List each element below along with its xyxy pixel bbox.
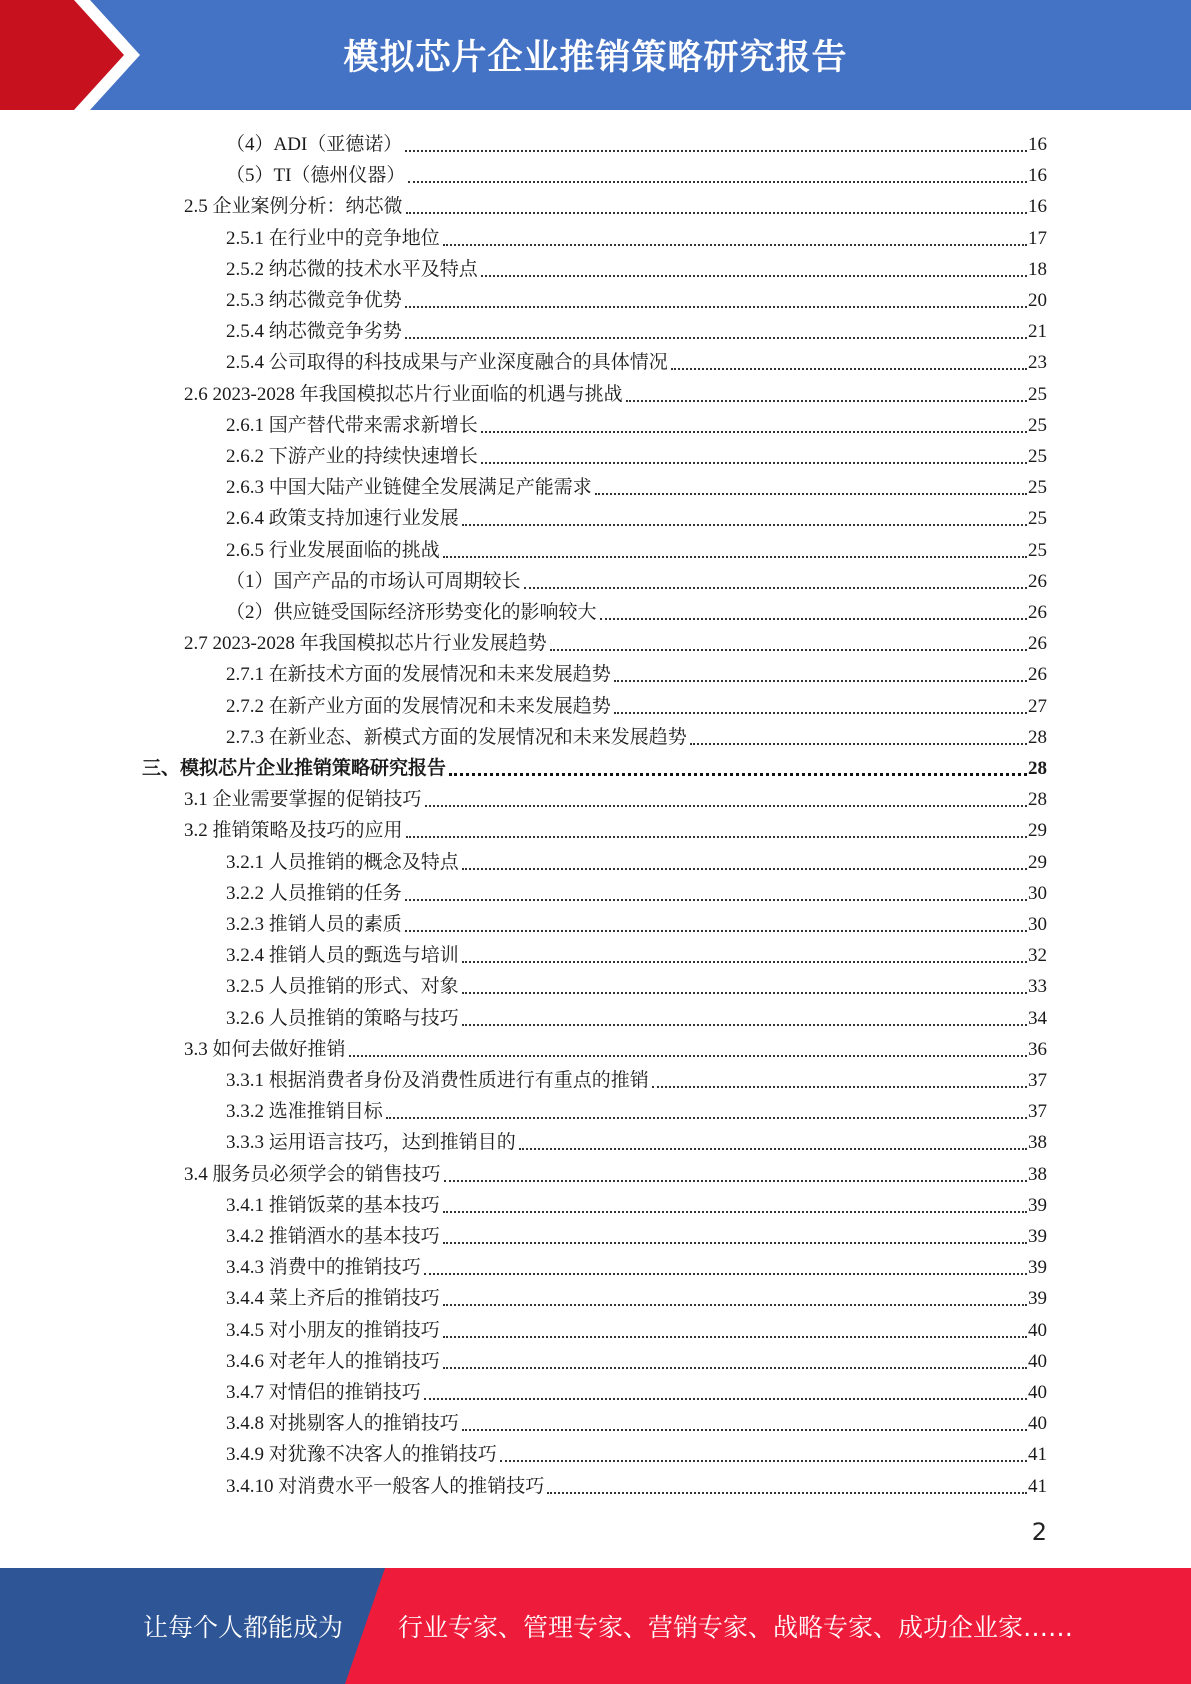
toc-entry-label: 3.3.2 选准推销目标 <box>226 1101 383 1123</box>
toc-entry[interactable] <box>226 1124 1047 1155</box>
toc-dot-leader <box>519 1147 1027 1150</box>
toc-entry[interactable] <box>226 1249 1047 1280</box>
toc-entry-label: 3.4.9 对犹豫不决客人的推销技巧 <box>226 1444 497 1466</box>
toc-entry-label: 2.6.5 行业发展面临的挑战 <box>226 539 440 561</box>
toc-entry[interactable] <box>226 344 1047 375</box>
toc-entry-label: 2.6 2023-2028 年我国模拟芯片行业面临的机遇与挑战 <box>184 383 623 405</box>
toc-dot-leader <box>386 1116 1027 1119</box>
toc-entry-label: 3.2.5 人员推销的形式、对象 <box>226 976 459 998</box>
toc-entry-label: 2.6.1 国产替代带来需求新增长 <box>226 414 478 436</box>
toc-entry[interactable] <box>226 282 1047 313</box>
toc-entry-label: 3.4.2 推销酒水的基本技巧 <box>226 1226 440 1247</box>
toc-entry-page: 39 <box>1028 1257 1047 1279</box>
toc-entry-label: 2.5.4 公司取得的科技成果与产业深度融合的具体情况 <box>226 352 668 374</box>
toc-entry-label: 2.5 企业案例分析：纳芯微 <box>184 196 403 218</box>
toc-entry[interactable] <box>226 1374 1047 1405</box>
toc-dot-leader <box>443 1210 1027 1213</box>
toc-dot-leader <box>449 772 1027 776</box>
toc-entry-label: 3.4.8 对挑剔客人的推销技巧 <box>226 1413 459 1435</box>
toc-dot-leader <box>408 180 1027 183</box>
toc-entry[interactable] <box>184 1031 1047 1062</box>
toc-entry-label: 3.4.6 对老年人的推销技巧 <box>226 1350 440 1372</box>
toc-entry-page: 33 <box>1028 976 1047 998</box>
page-number: 2 <box>1031 1518 1047 1546</box>
toc-entry[interactable] <box>226 532 1047 563</box>
toc-dot-leader <box>405 305 1027 308</box>
toc-entry-label: 2.6.4 政策支持加速行业发展 <box>226 508 459 530</box>
toc-entry-page: 40 <box>1028 1319 1047 1341</box>
toc-entry[interactable] <box>226 1280 1047 1311</box>
toc-dot-leader <box>406 211 1027 214</box>
toc-entry-page: 17 <box>1028 227 1047 249</box>
toc-dot-leader <box>550 648 1027 651</box>
toc-entry-page: 16 <box>1028 196 1047 218</box>
toc-entry-label: 3.4.5 对小朋友的推销技巧 <box>226 1319 440 1341</box>
toc-entry[interactable] <box>226 968 1047 999</box>
toc-dot-leader <box>443 1241 1027 1244</box>
toc-entry-page: 25 <box>1028 477 1047 499</box>
toc-entry[interactable] <box>184 812 1047 843</box>
page-footer <box>0 1568 1191 1684</box>
toc-dot-leader <box>671 367 1027 370</box>
toc-entry-page: 30 <box>1028 914 1047 935</box>
toc-entry-label: 3.2.4 推销人员的甄选与培训 <box>226 945 459 967</box>
toc-entry[interactable] <box>226 469 1047 500</box>
toc-entry-page: 37 <box>1028 1101 1047 1123</box>
toc-entry[interactable] <box>226 875 1047 906</box>
toc-entry-page: 16 <box>1028 165 1047 187</box>
toc-entry-label: 3.3.3 运用语言技巧，达到推销目的 <box>226 1132 516 1154</box>
toc-dot-leader <box>462 991 1027 994</box>
toc-entry-page: 26 <box>1028 633 1047 655</box>
toc-entry-label: 3.4.4 菜上齐后的推销技巧 <box>226 1288 440 1310</box>
page-header <box>0 0 1191 110</box>
toc-dot-leader <box>595 492 1027 495</box>
toc-entry-page: 20 <box>1028 290 1047 311</box>
toc-entry-label: （5）TI（德州仪器） <box>226 165 406 187</box>
toc-entry-label: 2.7.1 在新技术方面的发展情况和未来发展趋势 <box>226 664 611 686</box>
toc-entry-label: 2.5.3 纳芯微竞争优势 <box>226 290 402 311</box>
toc-entry-label: 2.5.1 在行业中的竞争地位 <box>226 227 440 249</box>
toc-entry-label: 3.1 企业需要掌握的促销技巧 <box>184 789 422 811</box>
toc-entry-label: 2.6.2 下游产业的持续快速增长 <box>226 446 478 467</box>
toc-entry[interactable] <box>226 407 1047 438</box>
toc-entry[interactable] <box>184 188 1047 219</box>
toc-entry-page: 25 <box>1028 414 1047 436</box>
toc-entry-label: 3.4 服务员必须学会的销售技巧 <box>184 1163 441 1185</box>
toc-entry[interactable] <box>226 1468 1047 1499</box>
toc-dot-leader <box>614 711 1027 714</box>
toc-entry-label: 3.4.3 消费中的推销技巧 <box>226 1257 421 1279</box>
toc-entry-label: 3.4.7 对情侣的推销技巧 <box>226 1382 421 1403</box>
footer-slogan-right: 行业专家、管理专家、营销专家、战略专家、成功企业家…… <box>398 1613 1074 1642</box>
toc-dot-leader <box>406 835 1027 838</box>
toc-entry-page: 32 <box>1028 945 1047 967</box>
toc-dot-leader <box>405 898 1027 901</box>
toc-entry-label: 3.2 推销策略及技巧的应用 <box>184 820 403 842</box>
toc-entry[interactable] <box>226 1312 1047 1343</box>
toc-entry-page: 36 <box>1028 1038 1047 1060</box>
toc-entry-page: 39 <box>1028 1226 1047 1247</box>
toc-entry-label: 3.2.3 推销人员的素质 <box>226 914 402 935</box>
toc-entry[interactable] <box>226 438 1047 469</box>
toc-dot-leader <box>500 1459 1027 1462</box>
toc-entry[interactable] <box>226 1093 1047 1124</box>
toc-entry-label: 三、模拟芯片企业推销策略研究报告 <box>142 758 447 779</box>
toc-dot-leader <box>614 679 1027 682</box>
toc-entry[interactable] <box>226 688 1047 719</box>
toc-entry[interactable] <box>226 1187 1047 1218</box>
toc-entry-label: 2.6.3 中国大陆产业链健全发展满足产能需求 <box>226 477 592 499</box>
toc-entry-page: 26 <box>1028 602 1047 623</box>
toc-entry[interactable] <box>226 313 1047 344</box>
toc-entry[interactable] <box>226 1436 1047 1467</box>
toc-entry[interactable] <box>226 126 1047 157</box>
toc-entry-page: 40 <box>1028 1413 1047 1435</box>
toc-dot-leader <box>524 586 1027 589</box>
toc-entry-page: 30 <box>1028 882 1047 904</box>
toc-dot-leader <box>547 1491 1027 1494</box>
toc-entry[interactable] <box>226 1343 1047 1374</box>
toc-entry[interactable] <box>226 656 1047 687</box>
toc-entry-label: 3.3 如何去做好推销 <box>184 1038 346 1060</box>
toc-dot-leader <box>443 1303 1027 1306</box>
toc-entry-page: 26 <box>1028 570 1047 592</box>
toc-dot-leader <box>462 523 1027 526</box>
toc-entry-page: 39 <box>1028 1288 1047 1310</box>
toc-entry-label: 3.4.10 对消费水平一般客人的推销技巧 <box>226 1475 545 1497</box>
toc-entry-page: 28 <box>1028 726 1047 748</box>
toc-dot-leader <box>405 149 1027 152</box>
toc-entry-label: 3.2.1 人员推销的概念及特点 <box>226 851 459 873</box>
toc-dot-leader <box>600 617 1027 620</box>
toc-entry-page: 23 <box>1028 352 1047 374</box>
toc-dot-leader <box>444 1179 1027 1182</box>
report-title: 模拟芯片企业推销策略研究报告 <box>343 38 848 78</box>
toc-entry-page: 25 <box>1028 383 1047 405</box>
toc-entry-page: 40 <box>1028 1382 1047 1403</box>
toc-entry-label: 3.2.6 人员推销的策略与技巧 <box>226 1007 459 1029</box>
toc-entry-page: 28 <box>1028 758 1047 779</box>
toc-entry-label: （2）供应链受国际经济形势变化的影响较大 <box>226 602 597 623</box>
toc-entry[interactable] <box>226 1062 1047 1093</box>
toc-entry[interactable] <box>226 563 1047 594</box>
toc-entry[interactable] <box>226 937 1047 968</box>
toc-dot-leader <box>443 555 1027 558</box>
toc-entry[interactable] <box>226 220 1047 251</box>
toc-dot-leader <box>405 336 1027 339</box>
toc-dot-leader <box>462 1023 1027 1026</box>
toc-dot-leader <box>424 1397 1027 1400</box>
toc-entry[interactable] <box>226 719 1047 750</box>
toc-dot-leader <box>481 274 1027 277</box>
toc-dot-leader <box>443 243 1027 246</box>
toc-entry-label: （4）ADI（亚德诺） <box>226 134 403 155</box>
toc-dot-leader <box>626 399 1027 402</box>
toc-entry-page: 28 <box>1028 789 1047 811</box>
toc-dot-leader <box>481 461 1027 464</box>
toc-entry-page: 21 <box>1028 321 1047 343</box>
toc-entry-label: 2.5.4 纳芯微竞争劣势 <box>226 321 402 343</box>
toc-entry-page: 16 <box>1028 134 1047 155</box>
toc-entry-label: 2.7 2023-2028 年我国模拟芯片行业发展趋势 <box>184 633 547 655</box>
header-arrow-decoration <box>0 0 160 110</box>
toc-entry-label: 3.4.1 推销饭菜的基本技巧 <box>226 1194 440 1216</box>
toc-entry[interactable] <box>226 157 1047 188</box>
toc-entry[interactable] <box>226 1405 1047 1436</box>
toc-entry-label: 3.2.2 人员推销的任务 <box>226 882 402 904</box>
toc-entry[interactable] <box>142 750 1047 781</box>
toc-entry[interactable] <box>226 500 1047 531</box>
toc-entry[interactable] <box>226 1000 1047 1031</box>
toc-entry-label: 2.7.2 在新产业方面的发展情况和未来发展趋势 <box>226 695 611 717</box>
toc-entry[interactable] <box>226 251 1047 282</box>
toc-entry-page: 29 <box>1028 851 1047 873</box>
toc-dot-leader <box>481 430 1027 433</box>
toc-entry-page: 25 <box>1028 446 1047 467</box>
toc-entry-page: 18 <box>1028 258 1047 280</box>
toc-entry-page: 34 <box>1028 1007 1047 1029</box>
toc-dot-leader <box>462 867 1027 870</box>
toc-entry-page: 39 <box>1028 1194 1047 1216</box>
toc-entry[interactable] <box>184 781 1047 812</box>
toc-entry-page: 27 <box>1028 695 1047 717</box>
toc-entry[interactable] <box>184 1156 1047 1187</box>
toc-dot-leader <box>349 1054 1027 1057</box>
toc-dot-leader <box>425 804 1027 807</box>
toc-entry-page: 41 <box>1028 1444 1047 1466</box>
toc-entry-label: 3.3.1 根据消费者身份及消费性质进行有重点的推销 <box>226 1070 649 1091</box>
toc-dot-leader <box>443 1366 1027 1369</box>
toc-entry[interactable] <box>226 1218 1047 1249</box>
toc-entry-page: 38 <box>1028 1163 1047 1185</box>
toc-dot-leader <box>424 1272 1027 1275</box>
toc-entry-page: 29 <box>1028 820 1047 842</box>
toc-entry-page: 25 <box>1028 539 1047 561</box>
footer-slogan-left: 让每个人都能成为 <box>143 1613 344 1642</box>
toc-dot-leader <box>652 1085 1027 1088</box>
toc-dot-leader <box>462 1428 1027 1431</box>
toc-entry[interactable] <box>226 906 1047 937</box>
toc-dot-leader <box>690 742 1027 745</box>
toc-entry-page: 41 <box>1028 1475 1047 1497</box>
toc-entry[interactable] <box>226 594 1047 625</box>
toc-entry-page: 26 <box>1028 664 1047 686</box>
toc-entry-page: 38 <box>1028 1132 1047 1154</box>
toc-entry-label: 2.5.2 纳芯微的技术水平及特点 <box>226 258 478 280</box>
toc-entry-label: （1）国产产品的市场认可周期较长 <box>226 570 521 592</box>
toc-entry[interactable] <box>226 844 1047 875</box>
toc-dot-leader <box>462 960 1027 963</box>
toc-dot-leader <box>405 929 1027 932</box>
toc-entry-page: 37 <box>1028 1070 1047 1091</box>
toc-entry-page: 40 <box>1028 1350 1047 1372</box>
toc-entry[interactable] <box>184 625 1047 656</box>
toc-dot-leader <box>443 1335 1027 1338</box>
toc-entry[interactable] <box>184 376 1047 407</box>
toc-entry-label: 2.7.3 在新业态、新模式方面的发展情况和未来发展趋势 <box>226 726 687 748</box>
toc-entry-page: 25 <box>1028 508 1047 530</box>
